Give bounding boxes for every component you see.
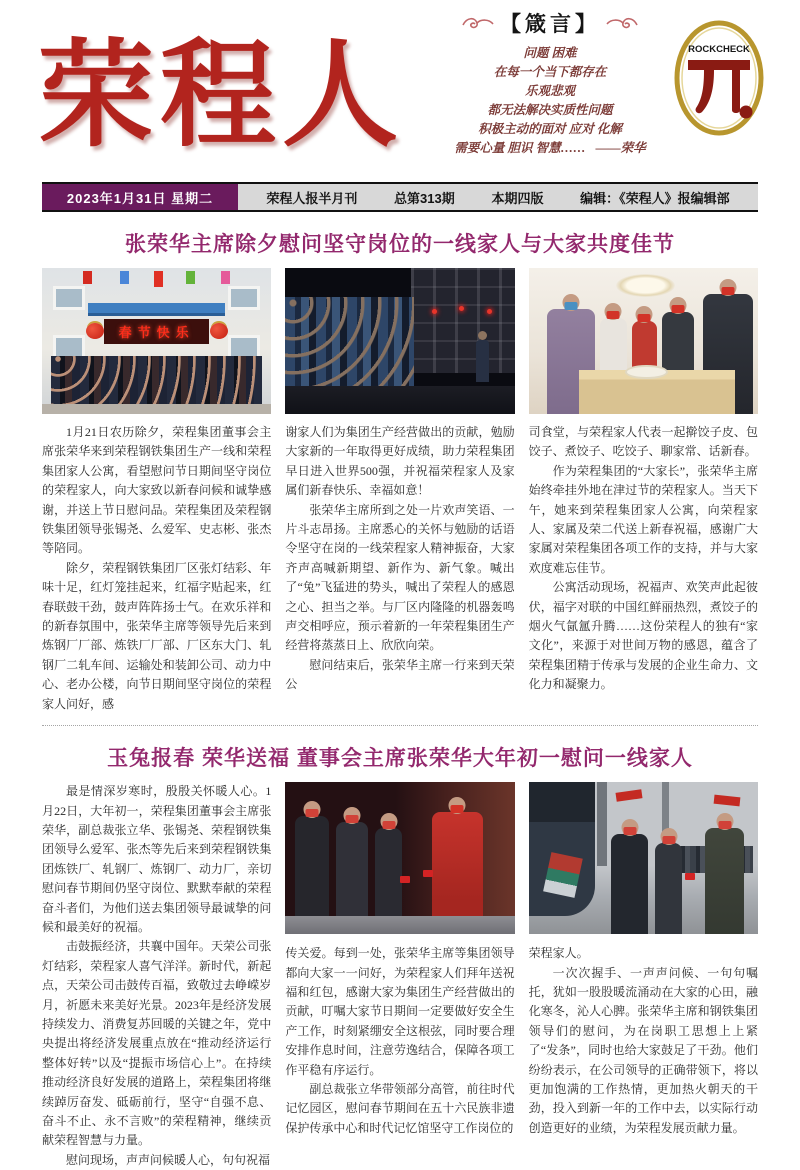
motto-heading-row xyxy=(424,8,676,38)
paragraph: 传关爱。每到一处，张荣华主席等集团领导都向大家一一问好，为荣程家人们拜年送祝福和红包，感谢大家为集团生产经营做出的贡献，叮嘱大家节日期间一定要做好安全生产工作，时刻紧绷安全这根弦，同时要合理安排作息时间，注意劳逸结合，保障各项工作平稳有序运行。 xyxy=(285,946,515,1077)
motto-last-line xyxy=(424,139,676,158)
masthead-title: 荣程人 xyxy=(38,27,404,163)
red-banner xyxy=(615,789,642,802)
red-envelope-icon xyxy=(400,876,410,883)
paragraph: 荣程家人。 xyxy=(528,946,589,961)
motto-block xyxy=(424,8,676,158)
article-2 xyxy=(42,742,758,1170)
article-1-body xyxy=(42,423,758,714)
lantern-icon xyxy=(210,323,228,339)
motto-line: 在每一个当下都存在 xyxy=(493,65,607,79)
lantern-icon xyxy=(432,309,437,314)
paragraph: 1月21日农历除夕，荣程集团董事会主席张荣华来到荣程钢铁集团生产一线和荣程集团家人公寓，看望慰问节日期间坚守岗位的荣程家人，向大家致以新春问候和诚挚感谢，并送上节日慰问品。荣程集团及荣程钢铁集团领导张锡尧、么爱军、史志彬、张杰等陪同。 xyxy=(42,425,272,556)
page-header xyxy=(38,0,758,212)
flag-icon xyxy=(83,271,92,284)
article-2-title: 玉兔报春 荣华送福 董事会主席张荣华大年初一慰问一线家人 xyxy=(107,747,693,771)
logo-brand-text: ROCKCHECK xyxy=(688,44,750,55)
paragraph: 张荣华主席所到之处一片欢声笑语、一片斗志昂扬。主席悉心的关怀与勉励的话语令坚守在岗的一线荣程家人精神振奋，大家齐声高喊新期望、新作为、新气象。喊出了“兔”飞猛进的势头，喊出了荣程人的感恩之心、担当之举。与厂区内隆隆的机器轰鸣声交相呼应，预示着新的一年荣程集团生产经营将蒸蒸日上、欣欣向荣。 xyxy=(285,502,515,653)
article-1-col-3 xyxy=(529,423,758,714)
speaker-figure xyxy=(476,340,489,382)
photo-red-envelope-indoor xyxy=(285,782,514,934)
paragraph: 除夕，荣程钢铁集团厂区张灯结彩、年味十足，红灯笼挂起来，红福字贴起来，红春联鼓干劲，鼓声阵阵扬士气。在欢乐祥和的新春氛围中，张荣华主席等领导先后来到炼钢厂厂部、炼铁厂厂部、厂区东大门、轧钢厂二轧车间、运输处和装卸公司、动力中心、老办公楼，向节日期间坚守岗位的荣程家人问好，感 xyxy=(42,560,272,711)
building-silhouette xyxy=(411,268,514,373)
paragraph: 司食堂，与荣程家人代表一起擀饺子皮、包饺子、煮饺子、吃饺子、聊家常、话新春。 xyxy=(528,425,758,459)
article-1-col-2 xyxy=(285,423,514,714)
article-2-col-1 xyxy=(42,782,271,1170)
flag-icon xyxy=(221,271,230,284)
crowd-group xyxy=(51,356,262,404)
paragraph: 慰问现场，声声问候暖人心，句句祝福 xyxy=(66,1152,271,1167)
worker-winter-coat xyxy=(611,834,648,934)
led-sign: 春节快乐 xyxy=(104,319,210,344)
article-2-col-2-text xyxy=(285,944,514,1138)
window xyxy=(53,286,85,310)
lantern-icon xyxy=(86,323,104,339)
motto-line: 问题 困难 xyxy=(523,46,577,60)
lantern-icon xyxy=(487,309,492,314)
paragraph: 击鼓振经济，共襄中国年。天荣公司张灯结彩，荣程家人喜气洋洋。新时代，新起点，天荣公司击鼓传百福，致敬过去峥嵘岁月，祈愿未来美好光景。2023年是经济发展持续发力、消费复苏回暖的关键之年，党中央提出将经济发展重点放在“推动经济运行整体好转”以及“提振市场信心上”。在持续推动经济良好发展的道路上，荣程集团将继续踔厉奋发、砥砺前行，坚守“自强不息、奋斗不止、永不言败”的荣程精神，继续贡献荣程智慧与力量。 xyxy=(42,939,272,1148)
photo-night-shift-visit xyxy=(285,268,514,414)
workers-lineup xyxy=(285,297,413,388)
person-handing-envelope xyxy=(705,828,744,934)
photo-dumpling-making xyxy=(529,268,758,414)
article-1 xyxy=(42,228,758,714)
blue-canopy xyxy=(88,303,226,316)
edition-label: 本期四版 xyxy=(491,190,544,206)
window xyxy=(228,286,260,310)
article-1-title: 张荣华主席除夕慰问坚守岗位的一线家人与大家共度佳节 xyxy=(125,233,675,256)
article-1-col-1 xyxy=(42,423,271,714)
issue-number: 总第313期 xyxy=(394,190,455,206)
article-2-col-3 xyxy=(529,782,758,1170)
paragraph: 副总裁张立华带领部分高管，前往时代记忆园区，慰问春节期间在五十六民族非遗保护传承中心和时代记忆馆坚守工作岗位的 xyxy=(285,1081,515,1135)
motto-signature: ——荣华 xyxy=(595,141,646,155)
plate-of-dumplings xyxy=(625,365,668,379)
motto-line: 都无法解决实质性问题 xyxy=(487,103,613,117)
flag-icon xyxy=(154,271,163,287)
article-2-col-3-text xyxy=(529,944,758,1138)
worker-foreground-hood xyxy=(529,782,596,916)
paragraph: 谢家人们为集团生产经营做出的贡献，勉励大家新的一年取得更好成绩，助力荣程集团早日进入世界500强，并祝福荣程家人及家属们新春快乐、幸福如意！ xyxy=(285,425,515,498)
motto-line: 乐观悲观 xyxy=(524,84,575,98)
person-red-sweater xyxy=(432,812,482,921)
paragraph: 慰问结束后，张荣华主席一行来到天荣公 xyxy=(285,657,515,692)
publication-info-bar xyxy=(238,184,758,210)
editor-credit: 编辑：《荣程人》报编辑部 xyxy=(580,190,730,206)
red-envelope-icon xyxy=(423,870,433,877)
motto-line: 积极主动的面对 应对 化解 xyxy=(478,122,622,136)
ground xyxy=(285,386,514,414)
photo-spring-festival-group xyxy=(42,268,271,414)
floor xyxy=(285,916,514,934)
article-separator xyxy=(42,725,758,726)
article-2-body xyxy=(42,782,758,1170)
flourish-right-icon xyxy=(605,15,639,31)
red-envelope-icon xyxy=(685,873,695,880)
paragraph: 最是情深岁寒时，殷殷关怀暖人心。1月22日，大年初一，荣程集团董事会主席张荣华，副总裁张立华、张锡尧、荣程钢铁集团领导么爱军、张杰等先后来到荣程钢铁集团炼铁厂、轧钢厂、炼钢厂、动力厂，亲切慰问春节期间仍坚守岗位、默默奉献的荣程奋斗者们，为他们送去集团领导最诚挚的问候和最美好的祝福。 xyxy=(42,784,272,934)
date-box: 2023年1月31日 星期二 xyxy=(42,184,238,210)
factory-structure xyxy=(597,782,607,866)
flag-icon xyxy=(120,271,129,284)
rockcheck-logo xyxy=(674,20,764,136)
article-2-col-2 xyxy=(285,782,514,1170)
motto-line: 需要心量 胆识 智慧…… xyxy=(454,141,586,155)
red-banner xyxy=(713,794,740,806)
worker-winter-coat xyxy=(655,843,683,934)
paragraph: 公寓活动现场，祝福声、欢笑声此起彼伏，福字对联的中国红鲜丽热烈，煮饺子的烟火气氤氲升腾……这份荣程人的独有“家文化”，来源于对世间万物的感恩，蕴含了荣程集团精于传承与发展的企业生命力、文化力和凝聚力。 xyxy=(528,580,758,692)
article-1-photo-row xyxy=(42,268,758,414)
flag-icon xyxy=(186,271,195,284)
periodical-name: 荣程人报半月刊 xyxy=(266,190,358,206)
motto-heading: 【箴言】 xyxy=(500,11,600,36)
paragraph: 作为荣程集团的“大家长”，张荣华主席始终牵挂外地在津过节的荣程家人。当天下午，她来到荣程集团家人公寓，向荣程家人、家属及荣二代送上新春祝福，感谢广大家属对荣程集团各项工作的支持，并与大家欢度难忘佳节。 xyxy=(528,463,758,575)
dateline-bar xyxy=(42,182,758,212)
ground xyxy=(42,404,271,414)
ceiling-light xyxy=(616,274,676,297)
photo-red-envelope-factory xyxy=(529,782,758,934)
paragraph: 一次次握手、一声声问候、一句句嘱托，犹如一股股暖流涌动在大家的心田，融化寒冬，沁人心脾。张荣华主席和钢铁集团领导们的慰问，为在岗职工思想上上紧了“发条”，同时也给大家鼓足了干劲。他们纷纷表示，在公司领导的正确带领下，将以更加饱满的工作热情，更加热火朝天的干劲，投入到新一年的工作中去，以实际行动创造更好的业绩，为荣程发展贡献力量。 xyxy=(528,965,758,1135)
flourish-left-icon xyxy=(461,15,495,31)
